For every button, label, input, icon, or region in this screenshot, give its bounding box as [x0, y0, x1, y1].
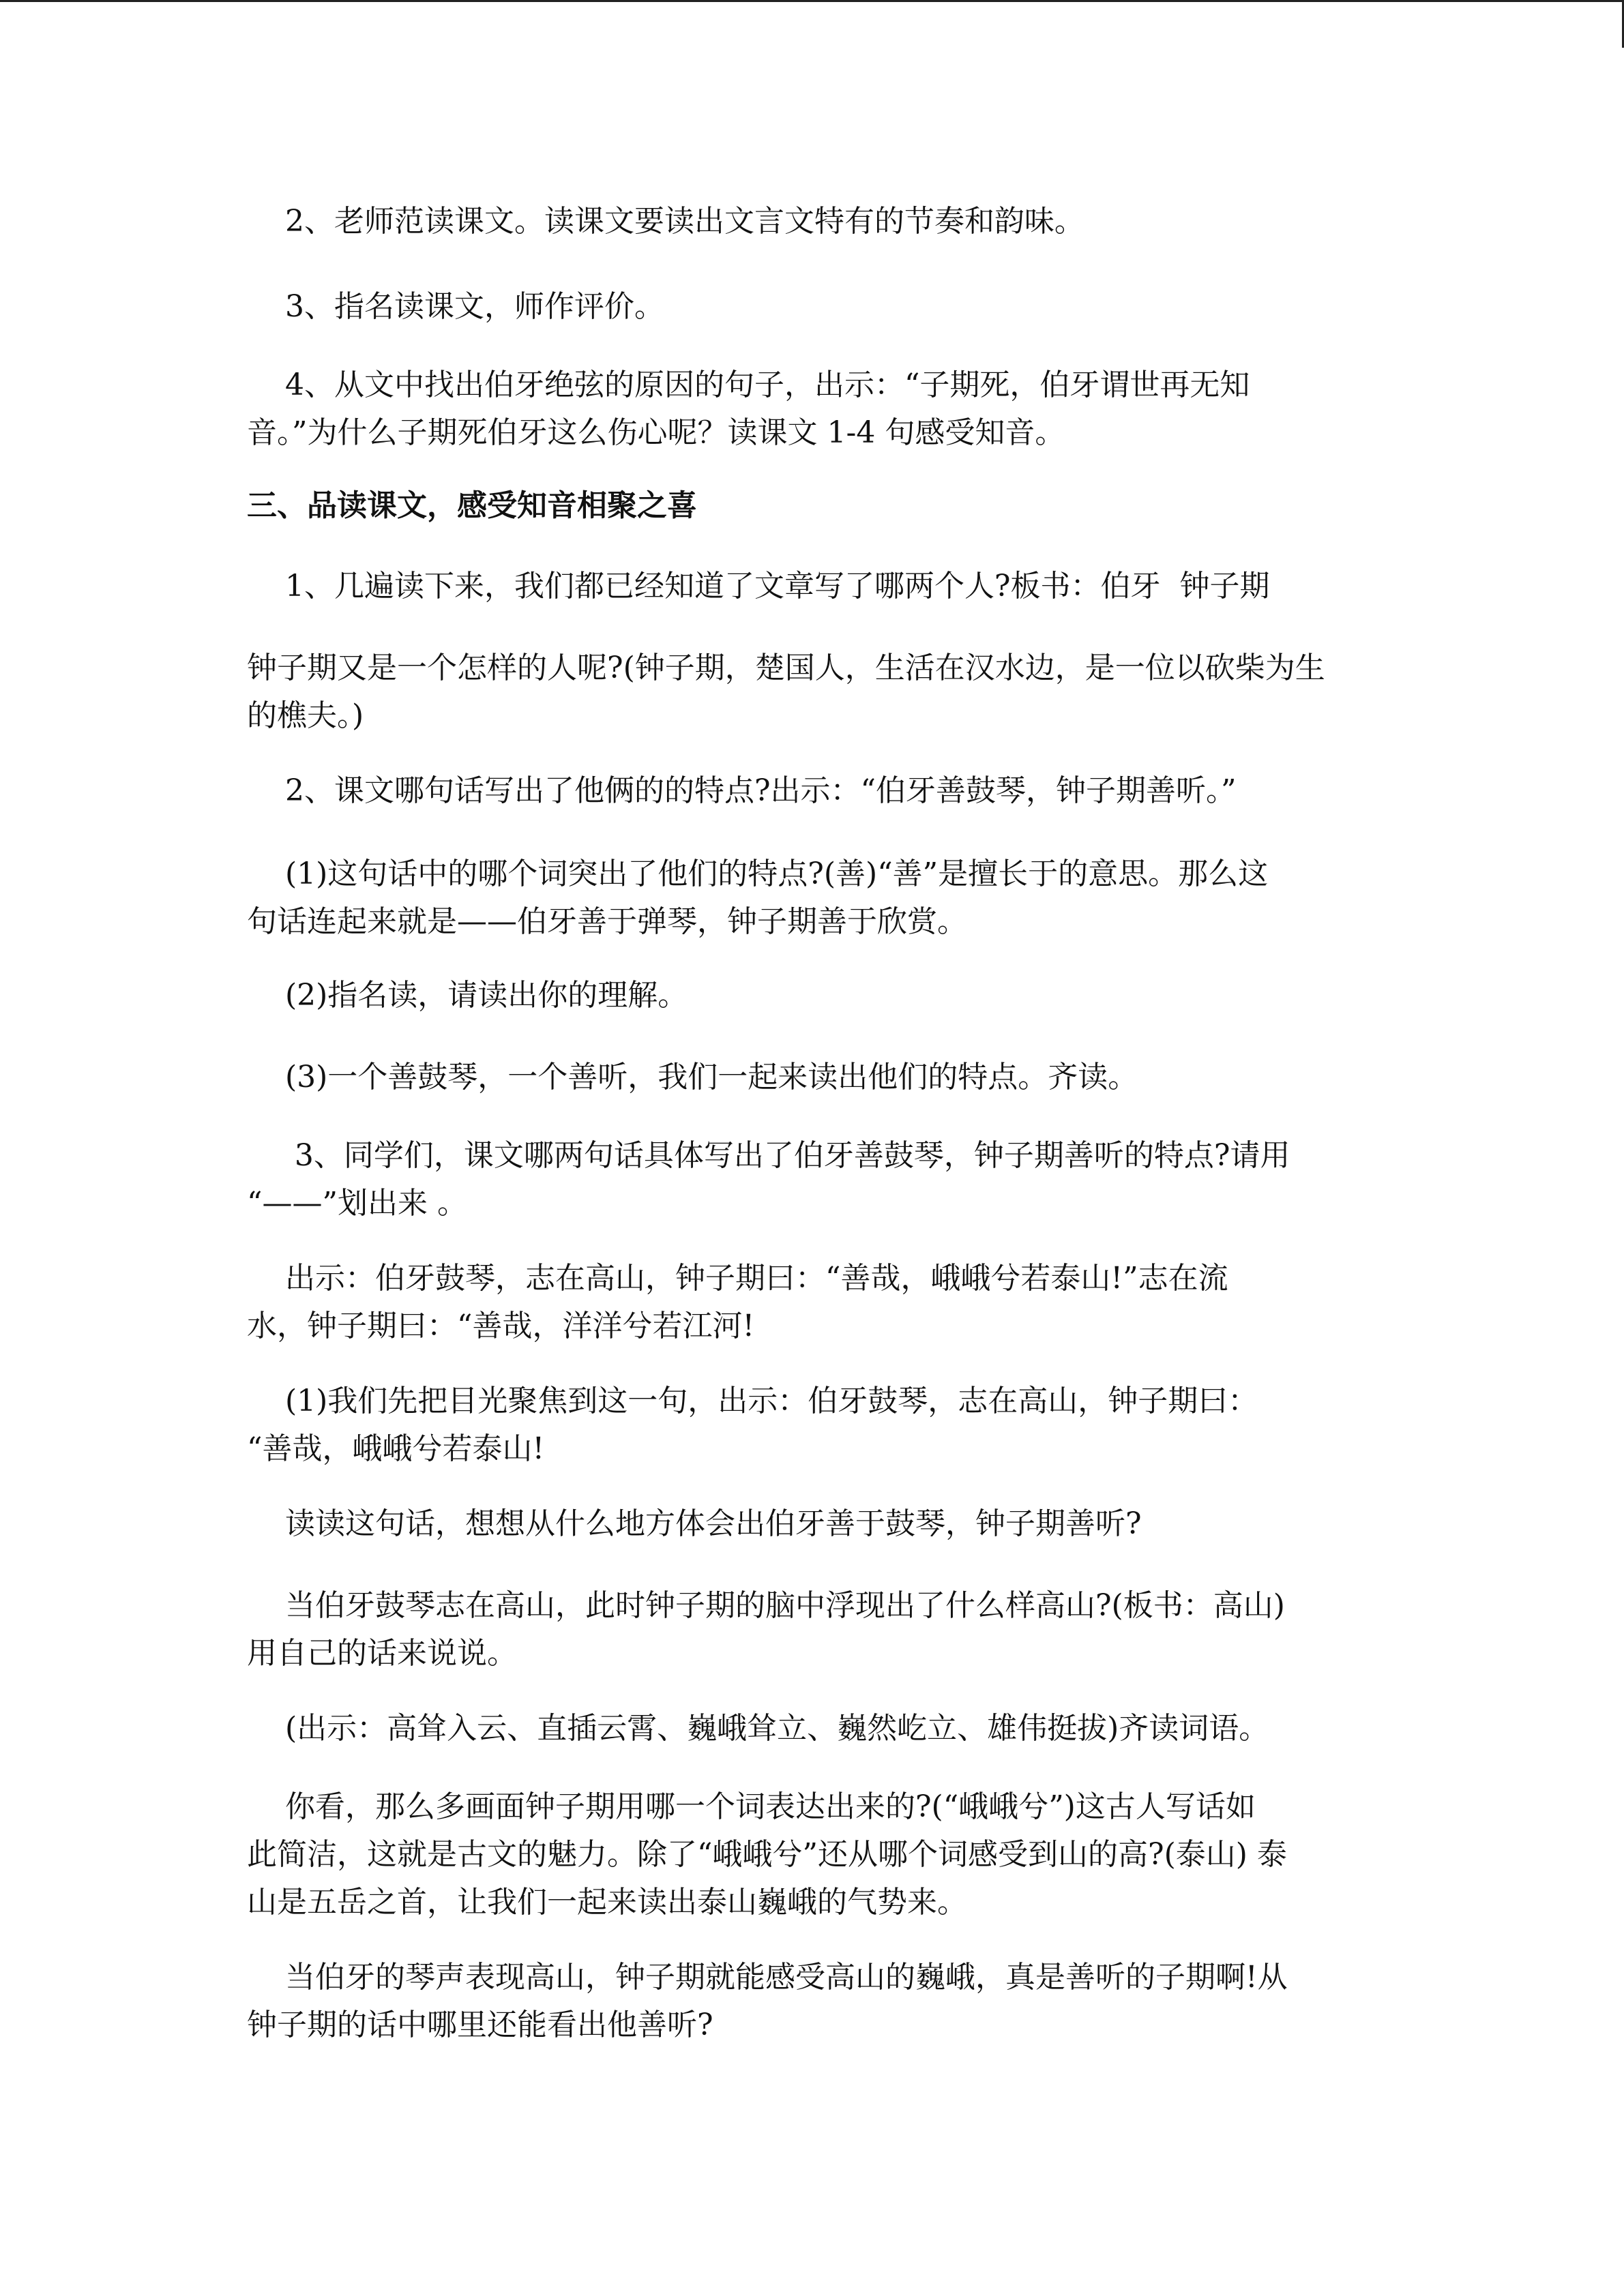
text-line: 钟子期又是一个怎样的人呢?(钟子期，楚国人，生活在汉水边，是一位以砍柴为生	[247, 651, 1325, 685]
paragraph	[247, 1500, 1434, 1548]
paragraph	[247, 1783, 1434, 1926]
paragraph	[247, 850, 1434, 946]
text-line: (1)这句话中的哪个词突出了他们的特点?(善)“善”是擅长于的意思。那么这	[247, 856, 1269, 891]
text-line: 出示：伯牙鼓琴，志在高山，钟子期曰：“善哉，峨峨兮若泰山!”志在流	[247, 1261, 1228, 1296]
paragraph	[247, 1054, 1434, 1101]
paragraph	[247, 972, 1434, 1019]
page-top-border	[0, 0, 1624, 2]
text-line: (1)我们先把目光聚焦到这一句，出示：伯牙鼓琴，志在高山，钟子期曰：	[247, 1384, 1258, 1418]
paragraph	[247, 563, 1434, 610]
text-line: 1、几遍读下来，我们都已经知道了文章写了哪两个人?板书：伯牙 钟子期	[247, 569, 1270, 603]
paragraph	[247, 1132, 1434, 1227]
text-line: “善哉，峨峨兮若泰山!	[247, 1431, 545, 1466]
paragraph	[247, 1377, 1434, 1473]
text-line: 你看，那么多画面钟子期用哪一个词表达出来的?(“峨峨兮”)这古人写话如	[247, 1789, 1256, 1824]
text-line: 当伯牙的琴声表现高山，钟子期就能感受高山的巍峨，真是善听的子期啊!从	[247, 1960, 1288, 1995]
paragraph	[247, 361, 1434, 457]
paragraph	[247, 198, 1434, 245]
paragraph	[247, 1954, 1434, 2049]
text-line: 此简洁，这就是古文的魅力。除了“峨峨兮”还从哪个词感受到山的高?(泰山) 泰	[247, 1837, 1287, 1872]
text-line: 3、同学们，课文哪两句话具体写出了伯牙善鼓琴，钟子期善听的特点?请用	[247, 1138, 1290, 1173]
paragraph	[247, 1582, 1434, 1678]
text-line: (出示：高耸入云、直插云霄、巍峨耸立、巍然屹立、雄伟挺拔)齐读词语。	[247, 1711, 1269, 1746]
text-line: 音。”为什么子期死伯牙这么伤心呢？读课文 1-4 句感受知音。	[247, 415, 1065, 450]
text-line: (2)指名读，请读出你的理解。	[247, 978, 688, 1013]
paragraph	[247, 1255, 1434, 1350]
text-line: 用自己的话来说说。	[247, 1636, 517, 1671]
text-line: 当伯牙鼓琴志在高山，此时钟子期的脑中浮现出了什么样高山?(板书：高山)	[247, 1588, 1285, 1623]
text-line: 钟子期的话中哪里还能看出他善听?	[247, 2008, 713, 2042]
text-line: (3)一个善鼓琴，一个善听，我们一起来读出他们的特点。齐读。	[247, 1060, 1138, 1094]
text-line: 4、从文中找出伯牙绝弦的原因的句子，出示：“子期死，伯牙谓世再无知	[247, 368, 1250, 402]
text-line: 三、品读课文，感受知音相聚之喜	[247, 488, 697, 523]
text-line: 读读这句话，想想从什么地方体会出伯牙善于鼓琴，钟子期善听?	[247, 1506, 1142, 1541]
text-line: 3、指名读课文，师作评价。	[247, 289, 664, 324]
text-line: 句话连起来就是——伯牙善于弹琴，钟子期善于欣赏。	[247, 904, 967, 939]
paragraph	[247, 283, 1434, 331]
paragraph	[247, 1705, 1434, 1753]
text-line: 2、课文哪句话写出了他俩的的特点?出示：“伯牙善鼓琴，钟子期善听。”	[247, 773, 1237, 808]
text-line: 水，钟子期曰：“善哉，洋洋兮若江河!	[247, 1309, 755, 1343]
text-line: 2、老师范读课文。读课文要读出文言文特有的节奏和韵味。	[247, 204, 1084, 239]
text-line: 山是五岳之首，让我们一起来读出泰山巍峨的气势来。	[247, 1885, 967, 1920]
text-line: “——”划出来 。	[247, 1186, 467, 1221]
text-line: 的樵夫。)	[247, 698, 364, 733]
section-heading	[247, 482, 1434, 530]
paragraph	[247, 767, 1434, 815]
paragraph	[247, 644, 1434, 740]
